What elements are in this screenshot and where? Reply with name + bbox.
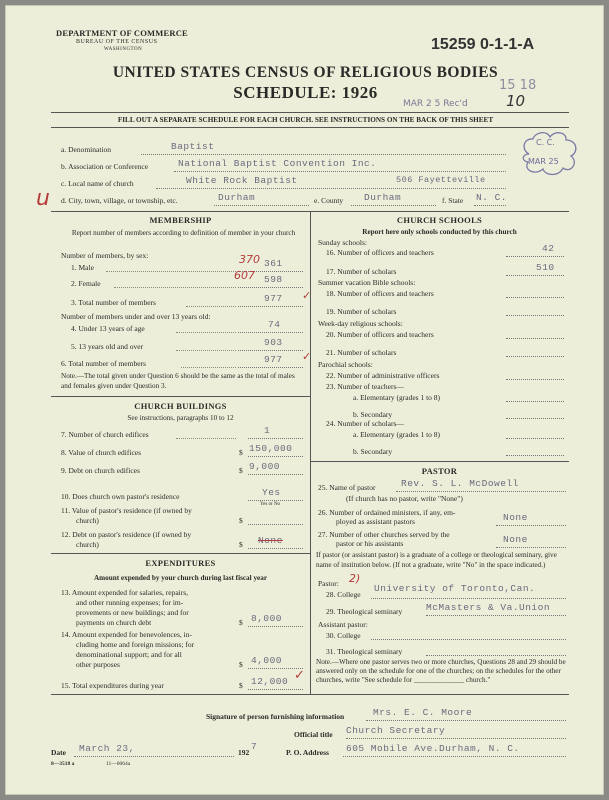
q1-crossed-value: 370 [239,253,260,266]
q24a-label: a. Elementary (grades 1 to 8) [353,430,441,439]
age-heading: Number of members under and over 13 years old: [61,312,211,321]
q26-value: None [503,512,528,523]
q18-label: 18. Number of officers and teachers [326,289,434,298]
q15-value: 12,000 [251,676,289,687]
q13-line4: payments on church debt [76,618,152,627]
q27-line1: 27. Number of other churches served by the [318,530,450,539]
q16-label: 16. Number of officers and teachers [326,248,434,257]
q27-line2: pastor or his assistants [336,539,404,548]
q15-dollar: $ [239,681,243,690]
q13-dollar: $ [239,618,243,627]
official-title-value: Church Secretary [346,725,446,736]
q12-dollar: $ [239,540,243,549]
weekday-schools-label: Week-day religious schools: [318,319,403,328]
q2-value: 598 [264,274,283,285]
q12-value: None [258,535,283,546]
q14-line4: other purposes [76,660,120,669]
membership-heading: MEMBERSHIP [149,215,212,225]
q23-label: 23. Number of teachers— [326,382,404,391]
q25-value: Rev. S. L. McDowell [401,478,519,489]
handwritten-u-mark: u [36,186,50,211]
q15-label: 15. Total expenditures during year [61,681,164,690]
buildings-sub: See instructions, paragraphs 10 to 12 [127,414,234,422]
q14-line2: cluding home and foreign missions; for [76,640,195,649]
signature-label: Signature of person furnishing information [206,712,345,721]
assistant-pastor-subhead: Assistant pastor: [318,620,368,629]
official-title-label: Official title [294,730,333,739]
department-label: DEPARTMENT OF COMMERCE [56,28,188,38]
q8-label: 8. Value of church edifices [61,448,142,457]
q24-label: 24. Number of scholars— [326,419,404,428]
sunday-schools-label: Sunday schools: [318,238,367,247]
print-number: 11—0064a [106,761,131,767]
q19-label: 19. Number of scholars [326,307,397,316]
expenditures-heading: EXPENDITURES [145,558,216,568]
q1-value: 361 [264,258,283,269]
q5-label: 5. 13 years old and over [71,342,144,351]
city-value: Durham [218,192,256,203]
denomination-value: Baptist [171,141,215,152]
state-label: f. State [442,196,464,205]
q29-value: McMasters & Va.Union [426,602,551,613]
graduate-instructions: If pastor (or assistant pastor) is a graduate of a college or theological seminary, give name of institution below. (If not a graduate, write "No" in the space indicated.) [316,551,557,569]
po-address-value: 605 Mobile Ave.Durham, N. C. [346,743,520,754]
q14-value: 4,000 [251,655,283,666]
parochial-schools-label: Parochial schools: [318,360,373,369]
q17-value: 510 [536,262,555,273]
q8-value: 150,000 [249,443,293,454]
schools-sub: Report here only schools conducted by this church [362,228,517,236]
q9-label: 9. Debt on church edifices [61,466,140,475]
q10-value: Yes [262,487,281,498]
pastor-heading: PASTOR [421,466,458,476]
q25-note: (If church has no pastor, write "None") [346,494,463,503]
q13-line1: 13. Amount expended for salaries, repairs, [61,588,189,597]
received-stamp: MAR 2 5 Rec'd [403,99,468,109]
association-label: b. Association or Conference [61,162,149,171]
q6-value: 977 [264,354,283,365]
expenditures-sub: Amount expended by your church during last fiscal year [93,574,268,582]
q14-dollar: $ [239,660,243,669]
check-mark-q15: ✓ [294,668,305,683]
q16-value: 42 [542,243,555,254]
q10-label: 10. Does church own pastor's residence [61,492,180,501]
q25-label: 25. Name of pastor [318,483,376,492]
q20-label: 20. Number of officers and teachers [326,330,434,339]
q9-value: 9,000 [249,461,281,472]
q3-value: 977 [264,293,283,304]
schedule-title: SCHEDULE: 1926 [233,83,378,102]
q4-label: 4. Under 13 years of age [71,324,145,333]
members-by-sex-label: Number of members, by sex: [61,251,149,260]
q14-line3: denominational support; and for all [76,650,182,659]
q23b-label: b. Secondary [353,410,393,419]
form-title: UNITED STATES CENSUS OF RELIGIOUS BODIES [112,64,499,81]
q2-label: 2. Female [71,279,101,288]
city-label: d. City, town, village, or township, etc. [61,196,178,205]
q29-label: 29. Theological seminary [326,607,403,616]
summer-schools-label: Summer vacation Bible schools: [318,278,416,287]
local-name-label: c. Local name of church [61,179,134,188]
church-address: 506 Fayetteville [396,175,486,185]
q7-label: 7. Number of church edifices [61,430,149,439]
q9-dollar: $ [239,466,243,475]
county-value: Durham [364,192,402,203]
q11-label-line1: 11. Value of pastor's residence (if owned by [61,506,192,515]
q26-line2: ployed as assistant pastors [336,517,415,526]
q11-dollar: $ [239,516,243,525]
q21-label: 21. Number of scholars [326,348,397,357]
handwritten-ten: 10 [506,92,526,110]
document-number: 15259 0-1-1-A [431,36,535,53]
q7-value: 1 [264,425,271,436]
q26-line1: 26. Number of ordained ministers, if any, em- [318,508,456,517]
signature-value: Mrs. E. C. Moore [373,707,473,718]
q13-value: 8,000 [251,613,283,624]
q30-label: 30. College [326,631,361,640]
q12-label-line1: 12. Debt on pastor's residence (if owned by [61,530,192,539]
q27-value: None [503,534,528,545]
census-schedule-sheet [5,5,604,795]
year-prefix: 192 [238,748,250,757]
membership-note: Note.—The total given under Question 6 should be the same as the total of males and females given under Question 3. [61,372,295,390]
date-value: March 23, [79,743,135,754]
po-address-label: P. O. Address [286,748,329,757]
cc-stamp-date: MAR 25 [528,157,559,166]
year-digit: 7 [251,741,258,752]
membership-sub: Report number of members according to definition of member in your church [71,229,296,237]
stamp-numbers: 15 18 [499,78,537,93]
instructions-line: FILL OUT A SEPARATE SCHEDULE FOR EACH CHURCH. SEE INSTRUCTIONS ON THE BACK OF THIS SHEET [117,116,494,124]
q28-value: University of Toronto,Can. [374,583,536,594]
form-number: 8—3518 a [51,761,75,767]
q8-dollar: $ [239,448,243,457]
date-label: Date [51,748,66,757]
q4-value: 74 [268,319,281,330]
q31-label: 31. Theological seminary [326,647,403,656]
check-mark-q6: ✓ [302,350,312,363]
denomination-label: a. Denomination [61,145,111,154]
city-label: WASHINGTON [104,47,143,52]
county-label: e. County [314,196,344,205]
check-mark-q3: ✓ [302,289,312,302]
q17-label: 17. Number of scholars [326,267,397,276]
cc-stamp: C. C. [536,138,555,147]
bureau-label: BUREAU OF THE CENSUS [76,39,158,45]
state-value: N. C. [476,192,508,203]
q11-label-line2: church) [76,516,99,525]
q13-line3: provements or new buildings; and for [76,608,189,617]
q2-crossed-value: 607 [234,269,255,282]
q5-value: 903 [264,337,283,348]
pastor-note: Note.—Where one pastor serves two or more churches, Questions 28 and 29 should be answered only on the schedule for one of the churches; on the schedules for the other churches, write "See schedule for ______________ church." [316,658,566,684]
q10-yes-no-hint: Yes or No [260,502,281,507]
q6-label: 6. Total number of members [61,359,146,368]
q13-line2: and other running expenses; for im- [76,598,184,607]
q14-line1: 14. Amount expended for benevolences, in- [61,630,193,639]
local-name-value: White Rock Baptist [186,175,298,186]
pastor-subhead: Pastor: [318,579,339,588]
association-value: National Baptist Convention Inc. [178,158,377,169]
q1-label: 1. Male [71,263,94,272]
schools-heading: CHURCH SCHOOLS [396,215,483,225]
q3-label: 3. Total number of members [71,298,156,307]
handwritten-two: 2) [349,572,361,585]
q22-label: 22. Number of administrative officers [326,371,440,380]
q23a-label: a. Elementary (grades 1 to 8) [353,393,441,402]
q24b-label: b. Secondary [353,447,393,456]
q12-label-line2: church) [76,540,99,549]
buildings-heading: CHURCH BUILDINGS [134,401,227,411]
q28-label: 28. College [326,590,361,599]
